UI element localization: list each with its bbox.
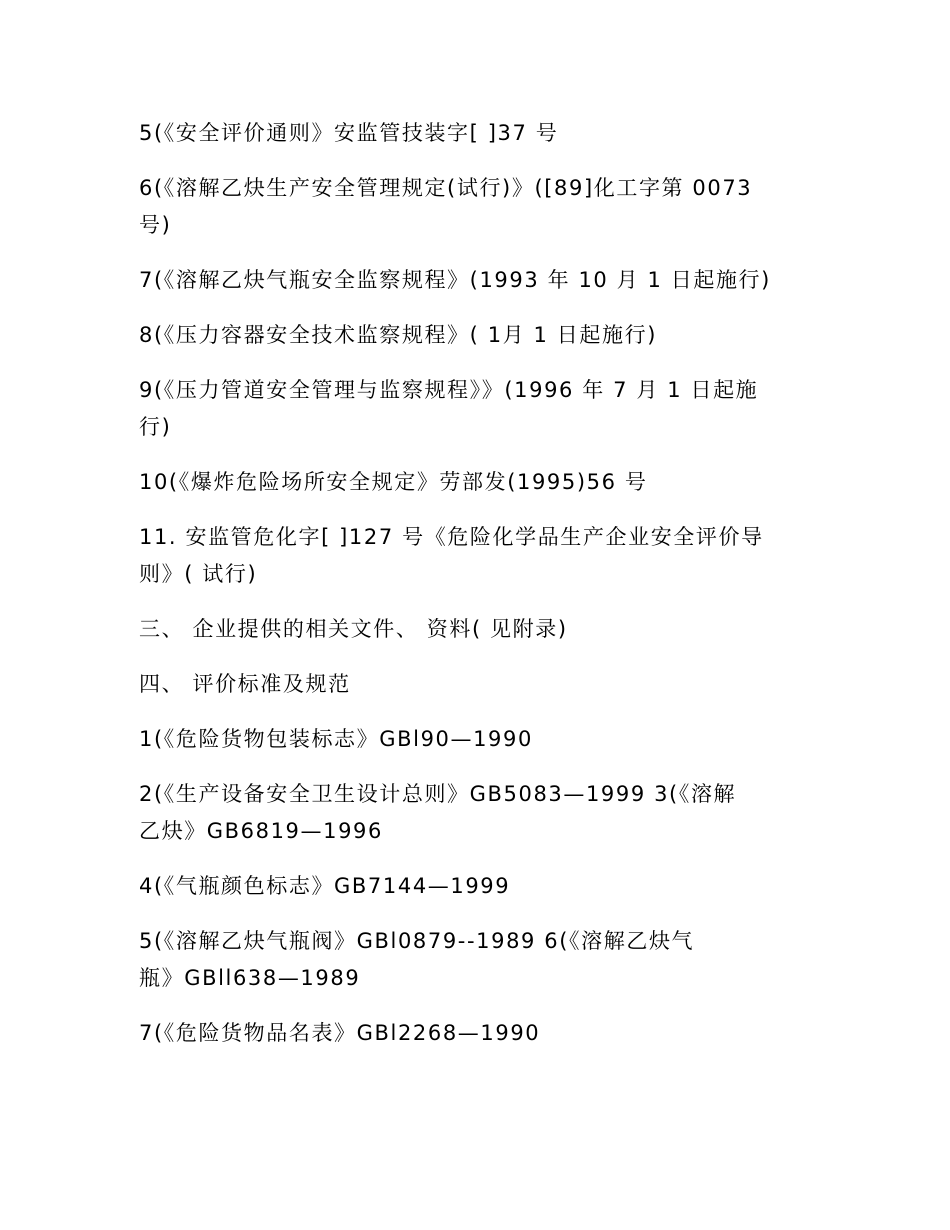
standard-item-7-goods-list [139,1015,811,1052]
text-line: 8(《压力容器安全技术监察规程》( 1月 1 日起施行) [139,323,657,347]
text-line: 号) [139,213,172,237]
text-line: 乙炔》GB6819—1996 [139,819,383,843]
text-line: 4(《气瓶颜色标志》GB7144—1999 [139,874,511,898]
paragraph-item-7-cylinder-regulation [139,262,811,299]
standard-item-5-6-valve-cylinder [139,923,811,997]
text-line: 7(《危险货物品名表》GBl2268—1990 [139,1021,541,1045]
text-line: 则》( 试行) [139,562,258,586]
text-line: 11. 安监管危化字[ ]127 号《危险化学品生产企业安全评价导 [139,525,764,549]
text-line: 5(《溶解乙炔气瓶阀》GBl0879--1989 6(《溶解乙炔气 [139,929,695,953]
text-line: 1(《危险货物包装标志》GBl90—1990 [139,727,533,751]
document-body [139,115,811,1070]
text-line: 6(《溶解乙炔生产安全管理规定(试行)》([89]化工字第 0073 [139,176,753,200]
text-line: 7(《溶解乙炔气瓶安全监察规程》(1993 年 10 月 1 日起施行) [139,268,771,292]
text-line: 9(《压力管道安全管理与监察规程》》(1996 年 7 月 1 日起施 [139,378,759,402]
section-heading-4-standards [139,666,811,703]
text-line: 行) [139,415,172,439]
text-line: 三、 企业提供的相关文件、 资料( 见附录) [139,617,568,641]
paragraph-item-8-pressure-vessel [139,317,811,354]
text-line: 5(《安全评价通则》安监管技装字[ ]37 号 [139,121,559,145]
standard-item-4-cylinder-color [139,868,811,905]
standard-item-2-3-design-acetylene [139,776,811,850]
text-line: 四、 评价标准及规范 [139,672,351,696]
paragraph-item-9-pressure-pipeline [139,372,811,446]
text-line: 10(《爆炸危险场所安全规定》劳部发(1995)56 号 [139,470,648,494]
paragraph-item-6-acetylene-production [139,170,811,244]
section-heading-3-documents [139,611,811,648]
text-line: 瓶》GBll638—1989 [139,966,361,990]
paragraph-item-10-explosion-hazard [139,464,811,501]
paragraph-item-11-chemical-guideline [139,519,811,593]
standard-item-1-packaging [139,721,811,758]
text-line: 2(《生产设备安全卫生设计总则》GB5083—1999 3(《溶解 [139,782,737,806]
paragraph-item-5-safety-evaluation [139,115,811,152]
